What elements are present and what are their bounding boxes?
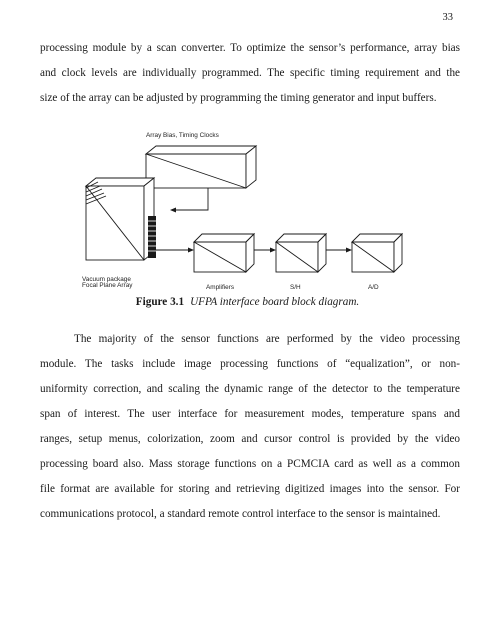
text-line: processing module by a scan converter. To optimize the sensor’s performance, array bias — [40, 42, 460, 54]
text-line: module. The tasks include image processing functions of “equalization”, or non- — [40, 358, 460, 370]
label-ad-converter: A/D — [368, 284, 379, 291]
block-diagram — [72, 126, 432, 296]
timing-generator-box — [146, 146, 256, 188]
page-number: 33 — [442, 12, 453, 23]
sh-to-ad-arrow — [326, 248, 352, 253]
text-line: ranges, setup menus, colorization, zoom and cursor control is provided by the video — [40, 433, 460, 445]
text-line: file format are available for storing and retrieving digitized images into the sensor. For — [40, 483, 460, 495]
text-line: span of interest. The user interface for measurement modes, temperature spans and — [40, 408, 460, 420]
block-diagram-figure — [72, 126, 432, 306]
focal-plane-array — [86, 178, 156, 260]
label-amplifiers: Amplifiers — [206, 284, 235, 291]
text-line: communications protocol, a standard remote control interface to the sensor is maintained. — [40, 508, 441, 520]
caption-number: Figure 3.1 — [135, 296, 185, 308]
text-line: processing board also. Mass storage functions on a PCMCIA card as well as a common — [40, 458, 460, 470]
text-line: uniformity correction, and scaling the dynamic range of the detector to the temperature — [40, 383, 460, 395]
ad-converter-box — [352, 234, 402, 272]
paragraph-video-processing — [40, 327, 460, 527]
label-sample-hold: S/H — [290, 284, 301, 291]
amplifiers-box — [194, 234, 254, 272]
label-focal-plane-array: Focal Plane Array — [82, 282, 133, 289]
amp-to-sh-arrow — [254, 248, 276, 253]
paragraph-intro — [40, 36, 460, 111]
sample-hold-box — [276, 234, 326, 272]
label-array-bias: Array Bias, Timing Clocks — [146, 132, 219, 139]
text-line: and clock levels are individually programmed. The specific timing requirement and the — [40, 67, 460, 79]
figure-caption — [0, 296, 495, 308]
text-line: size of the array can be adjusted by programming the timing generator and input buffers. — [40, 92, 437, 104]
timing-connector-arrow — [170, 188, 208, 213]
label-vacuum-package: Vacuum package — [82, 276, 131, 283]
fpa-to-amp-arrow — [156, 248, 194, 253]
caption-title: UFPA interface board block diagram. — [190, 296, 360, 308]
text-line: The majority of the sensor functions are performed by the video processing — [74, 333, 460, 345]
